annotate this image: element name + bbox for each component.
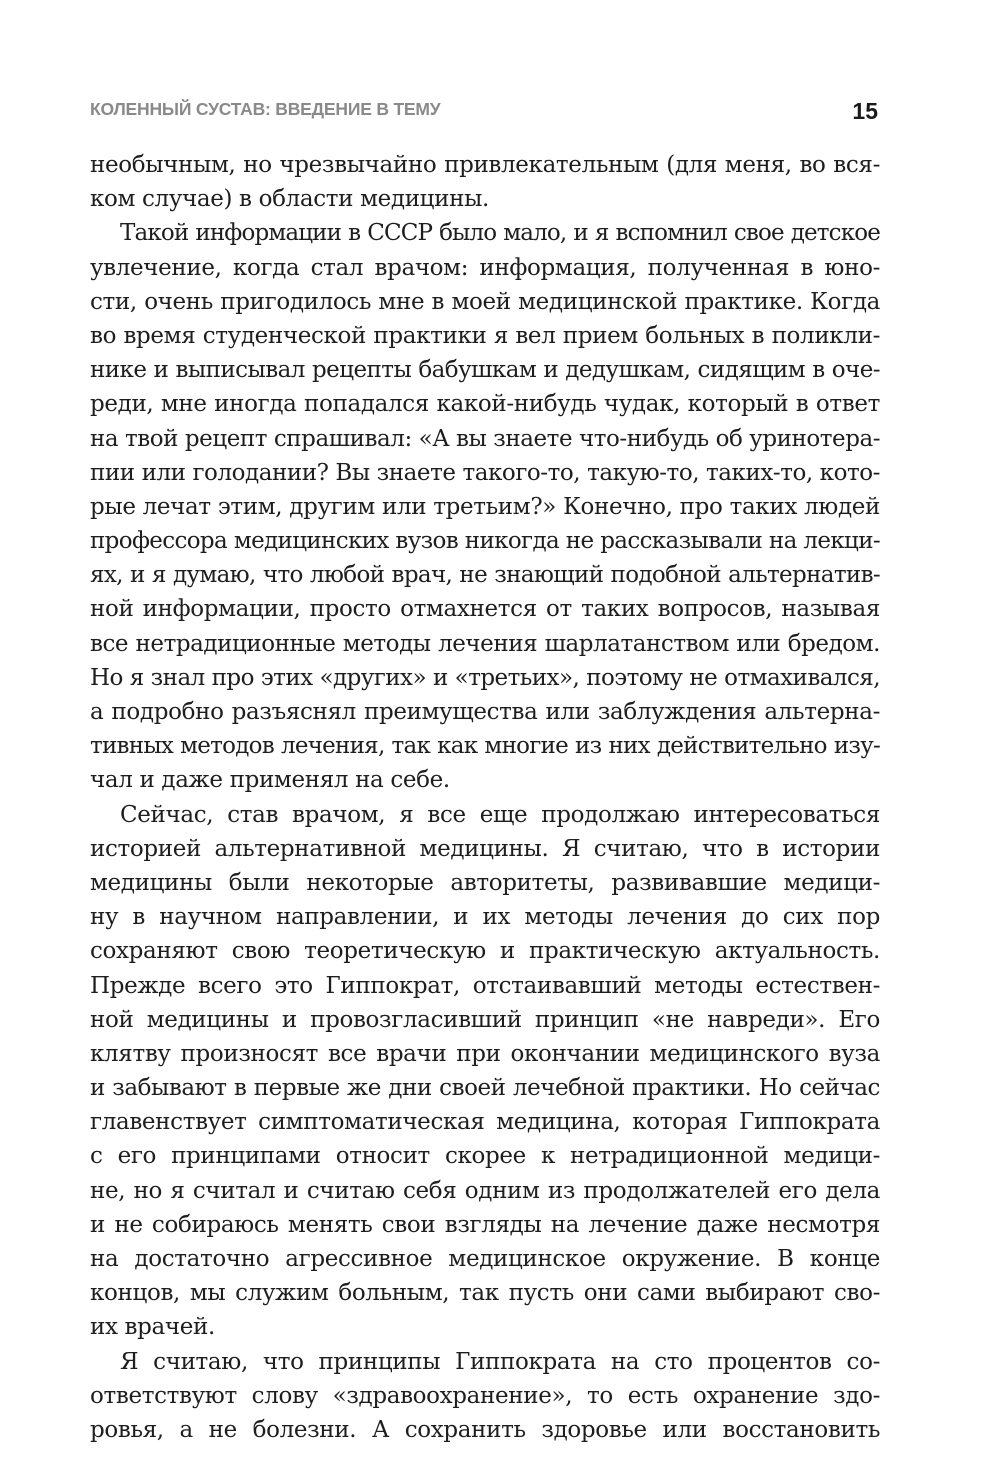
text-line: а подробно разъяснял преимущества или заблуждения альтерна- bbox=[90, 699, 880, 725]
text-line: сти, очень пригодилось мне в моей медицинской практике. Когда bbox=[90, 288, 880, 315]
text-line: пии или голодании? Вы знаете такого-то, такую-то, таких-то, кото- bbox=[90, 459, 880, 486]
text-line: историей альтернативной медицины. Я считаю, что в истории bbox=[90, 835, 880, 862]
text-line: реди, мне иногда попадался какой-нибудь чудак, который в ответ bbox=[90, 391, 880, 418]
text-line: сохраняют свою теоретическую и практическую актуальность. bbox=[90, 938, 880, 965]
text-line: Я считаю, что принципы Гиппократа на сто процентов со- bbox=[120, 1348, 880, 1375]
text-line: ной медицины и провозгласивший принцип «не навреди». Его bbox=[90, 1006, 880, 1033]
text-line: концов, мы служим больным, так пусть они сами выбирают сво- bbox=[90, 1280, 880, 1307]
text-line: ком случае) в области медицины. bbox=[90, 186, 489, 213]
text-line: Такой информации в СССР было мало, и я вспомнил свое детское bbox=[120, 220, 880, 247]
text-line: профессора медицинских вузов никогда не рассказывали на лекци- bbox=[90, 528, 880, 555]
text-line: все нетрадиционные методы лечения шарлатанством или бредом. bbox=[90, 630, 880, 657]
text-line: и забывают в первые же дни своей лечебной практики. Но сейчас bbox=[90, 1075, 880, 1102]
text-line: и не собираюсь менять свои взгляды на лечение даже несмотря bbox=[90, 1211, 880, 1238]
text-line: Сейчас, став врачом, я все еще продолжаю интересоваться bbox=[120, 801, 880, 828]
text-line: ровья, а не болезни. А сохранить здоровье или восстановить bbox=[90, 1416, 880, 1443]
text-line: ях, и я думаю, что любой врач, не знающий подобной альтернатив- bbox=[90, 562, 880, 589]
text-line: необычным, но чрезвычайно привлекательным (для меня, во вся- bbox=[90, 152, 880, 178]
text-line: на достаточно агрессивное медицинское окружение. В конце bbox=[90, 1246, 880, 1272]
text-line: нике и выписывал рецепты бабушкам и дедушкам, сидящим в оче- bbox=[90, 357, 880, 384]
text-line: Прежде всего это Гиппократ, отстаивавший методы естествен- bbox=[90, 972, 880, 999]
text-line: ну в научном направлении, и их методы лечения до сих пор bbox=[90, 904, 880, 931]
text-line: Но я знал про этих «других» и «третьих», поэтому не отмахивался, bbox=[90, 664, 880, 691]
text-line: главенствует симптоматическая медицина, которая Гиппократа bbox=[90, 1109, 880, 1136]
text-line: их врачей. bbox=[90, 1314, 215, 1341]
text-line: увлечение, когда стал врачом: информация, полученная в юно- bbox=[90, 254, 880, 281]
text-line: рые лечат этим, другим или третьим?» Конечно, про таких людей bbox=[90, 493, 880, 520]
text-line: тивных методов лечения, так как многие из них действительно изу- bbox=[90, 733, 880, 760]
text-line: чал и даже применял на себе. bbox=[90, 767, 450, 794]
page-number: 15 bbox=[852, 98, 878, 124]
text-line: с его принципами относит скорее к нетрадиционной медици- bbox=[90, 1143, 880, 1170]
text-line: клятву произносят все врачи при окончании медицинского вуза bbox=[90, 1040, 880, 1067]
text-line: во время студенческой практики я вел прием больных в поликли- bbox=[90, 322, 880, 349]
text-line: ответствуют слову «здравоохранение», то есть охранение здо- bbox=[90, 1382, 880, 1409]
text-line: не, но я считал и считаю себя одним из продолжателей его дела bbox=[90, 1177, 880, 1204]
running-title: КОЛЕННЫЙ СУСТАВ: ВВЕДЕНИЕ В ТЕМУ bbox=[90, 99, 441, 119]
text-line: на твой рецепт спрашивал: «А вы знаете что-нибудь об уринотера- bbox=[90, 425, 881, 452]
body-text bbox=[90, 148, 880, 1447]
text-line: медицины были некоторые авторитеты, развивавшие медици- bbox=[90, 869, 880, 896]
text-line: ной информации, просто отмахнется от таких вопросов, называя bbox=[90, 596, 880, 623]
